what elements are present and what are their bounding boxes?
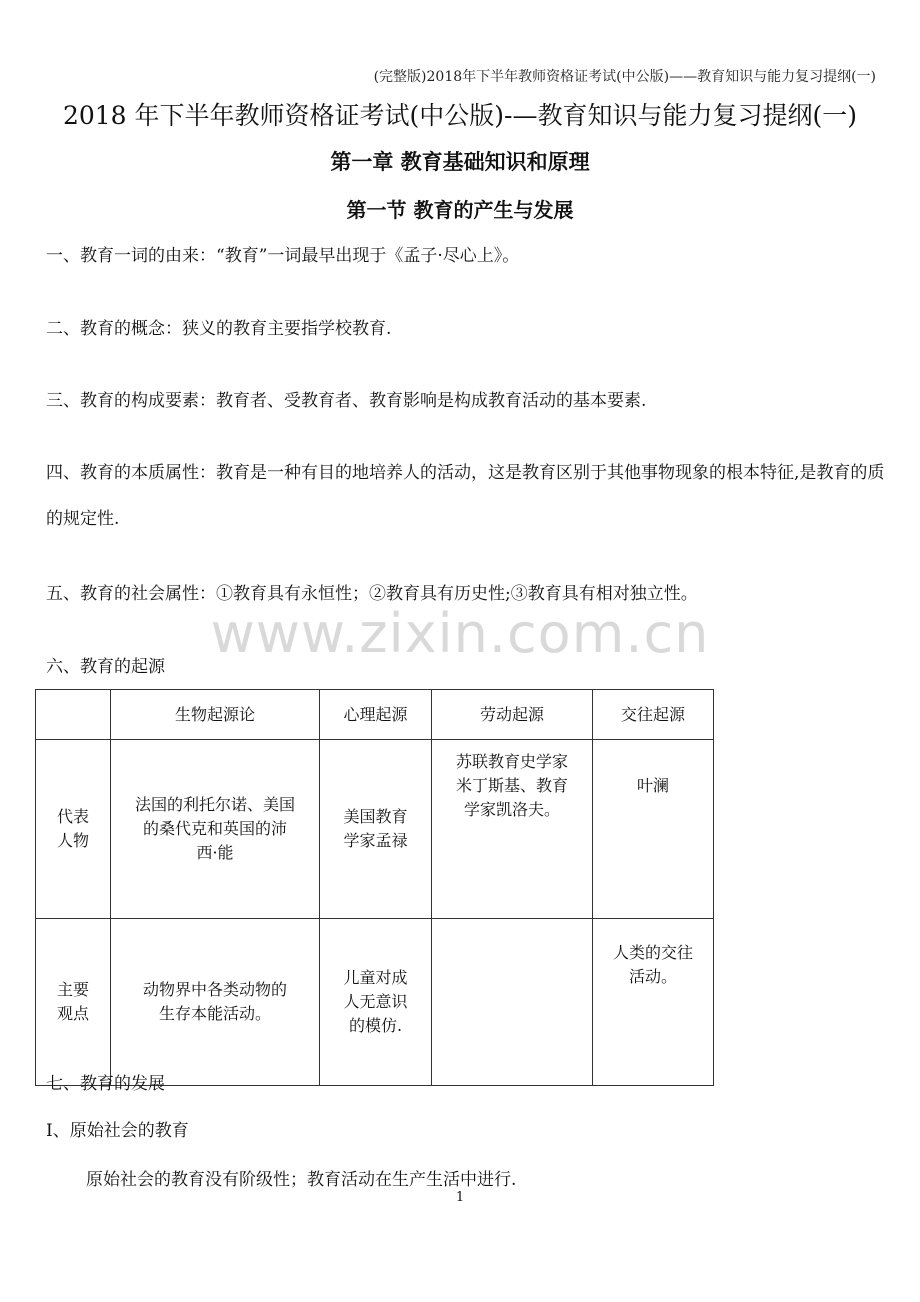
table-header-cell: 生物起源论: [111, 690, 320, 740]
cell-line: 叶澜: [636, 776, 669, 795]
cell-line: 的桑代克和英国的沛: [142, 819, 287, 838]
table-cell: [111, 919, 320, 1086]
watermark: www.zixin.com.cn: [210, 602, 710, 665]
document-title: 2018 年下半年教师资格证考试(中公版)-—教育知识与能力复习提纲(一): [62, 101, 858, 130]
cell-line: 动物界中各类动物的: [142, 980, 287, 999]
paragraph-1: 一、教育一词的由来：“教育”一词最早出现于《孟子·尽心上》。: [46, 246, 520, 266]
cell-line: 米丁斯基、教育: [455, 776, 568, 795]
row-label: [36, 740, 111, 919]
paragraph-5: 五、教育的社会属性：①教育具有永恒性；②教育具有历史性;③教育具有相对独立性。: [46, 584, 698, 604]
table-header-cell: 心理起源: [320, 690, 432, 740]
cell-line: 学家凯洛夫。: [463, 800, 560, 819]
subheading-primitive-society: Ⅰ、原始社会的教育: [46, 1121, 189, 1141]
education-origin-table: [35, 689, 714, 1086]
cell-line: 法国的利托尔诺、美国: [134, 795, 295, 814]
cell-line: 美国教育: [343, 807, 408, 826]
row-label-line: 人物: [56, 831, 89, 850]
table-cell: [593, 740, 714, 919]
row-label-line: 代表: [56, 807, 89, 826]
row-label-line: 主要: [56, 980, 89, 999]
cell-line: 人无意识: [343, 992, 408, 1011]
table-row: [36, 740, 714, 919]
running-header: (完整版)2018年下半年教师资格证考试(中公版)——教育知识与能力复习提纲(一): [373, 69, 876, 85]
table-cell: [593, 919, 714, 1086]
chapter-heading: 第一章 教育基础知识和原理: [330, 149, 590, 174]
paragraph-7: 七、教育的发展: [46, 1074, 165, 1094]
table-header-row: [36, 690, 714, 740]
row-label: [36, 919, 111, 1086]
table-header-cell: 劳动起源: [432, 690, 593, 740]
table-cell: [111, 740, 320, 919]
page-number: 1: [455, 1190, 465, 1205]
table-row: [36, 919, 714, 1086]
cell-line: 西·能: [196, 843, 234, 862]
table-header-cell: [36, 690, 111, 740]
cell-line: 的模仿.: [348, 1016, 403, 1035]
section-heading: 第一节 教育的产生与发展: [346, 198, 574, 222]
table-cell: [320, 740, 432, 919]
paragraph-2: 二、教育的概念：狭义的教育主要指学校教育.: [46, 319, 392, 339]
indented-paragraph: 原始社会的教育没有阶级性；教育活动在生产生活中进行.: [86, 1170, 517, 1190]
cell-line: 活动。: [628, 967, 677, 986]
cell-line: 儿童对成: [343, 968, 408, 987]
table-cell: [432, 740, 593, 919]
row-label-line: 观点: [56, 1004, 89, 1023]
paragraph-4: 四、教育的本质属性：教育是一种有目的地培养人的活动，这是教育区别于其他事物现象的根本特征,是教育的质的规定性.: [46, 463, 885, 529]
table-cell: [432, 919, 593, 1086]
table-cell: [320, 919, 432, 1086]
table-header-cell: 交往起源: [593, 690, 714, 740]
cell-line: 苏联教育史学家: [455, 752, 568, 771]
paragraph-3: 三、教育的构成要素：教育者、受教育者、教育影响是构成教育活动的基本要素.: [46, 391, 647, 411]
cell-line: 生存本能活动。: [158, 1004, 271, 1023]
cell-line: 学家孟禄: [343, 831, 408, 850]
cell-line: 人类的交往: [612, 943, 693, 962]
paragraph-6: 六、教育的起源: [46, 657, 165, 677]
